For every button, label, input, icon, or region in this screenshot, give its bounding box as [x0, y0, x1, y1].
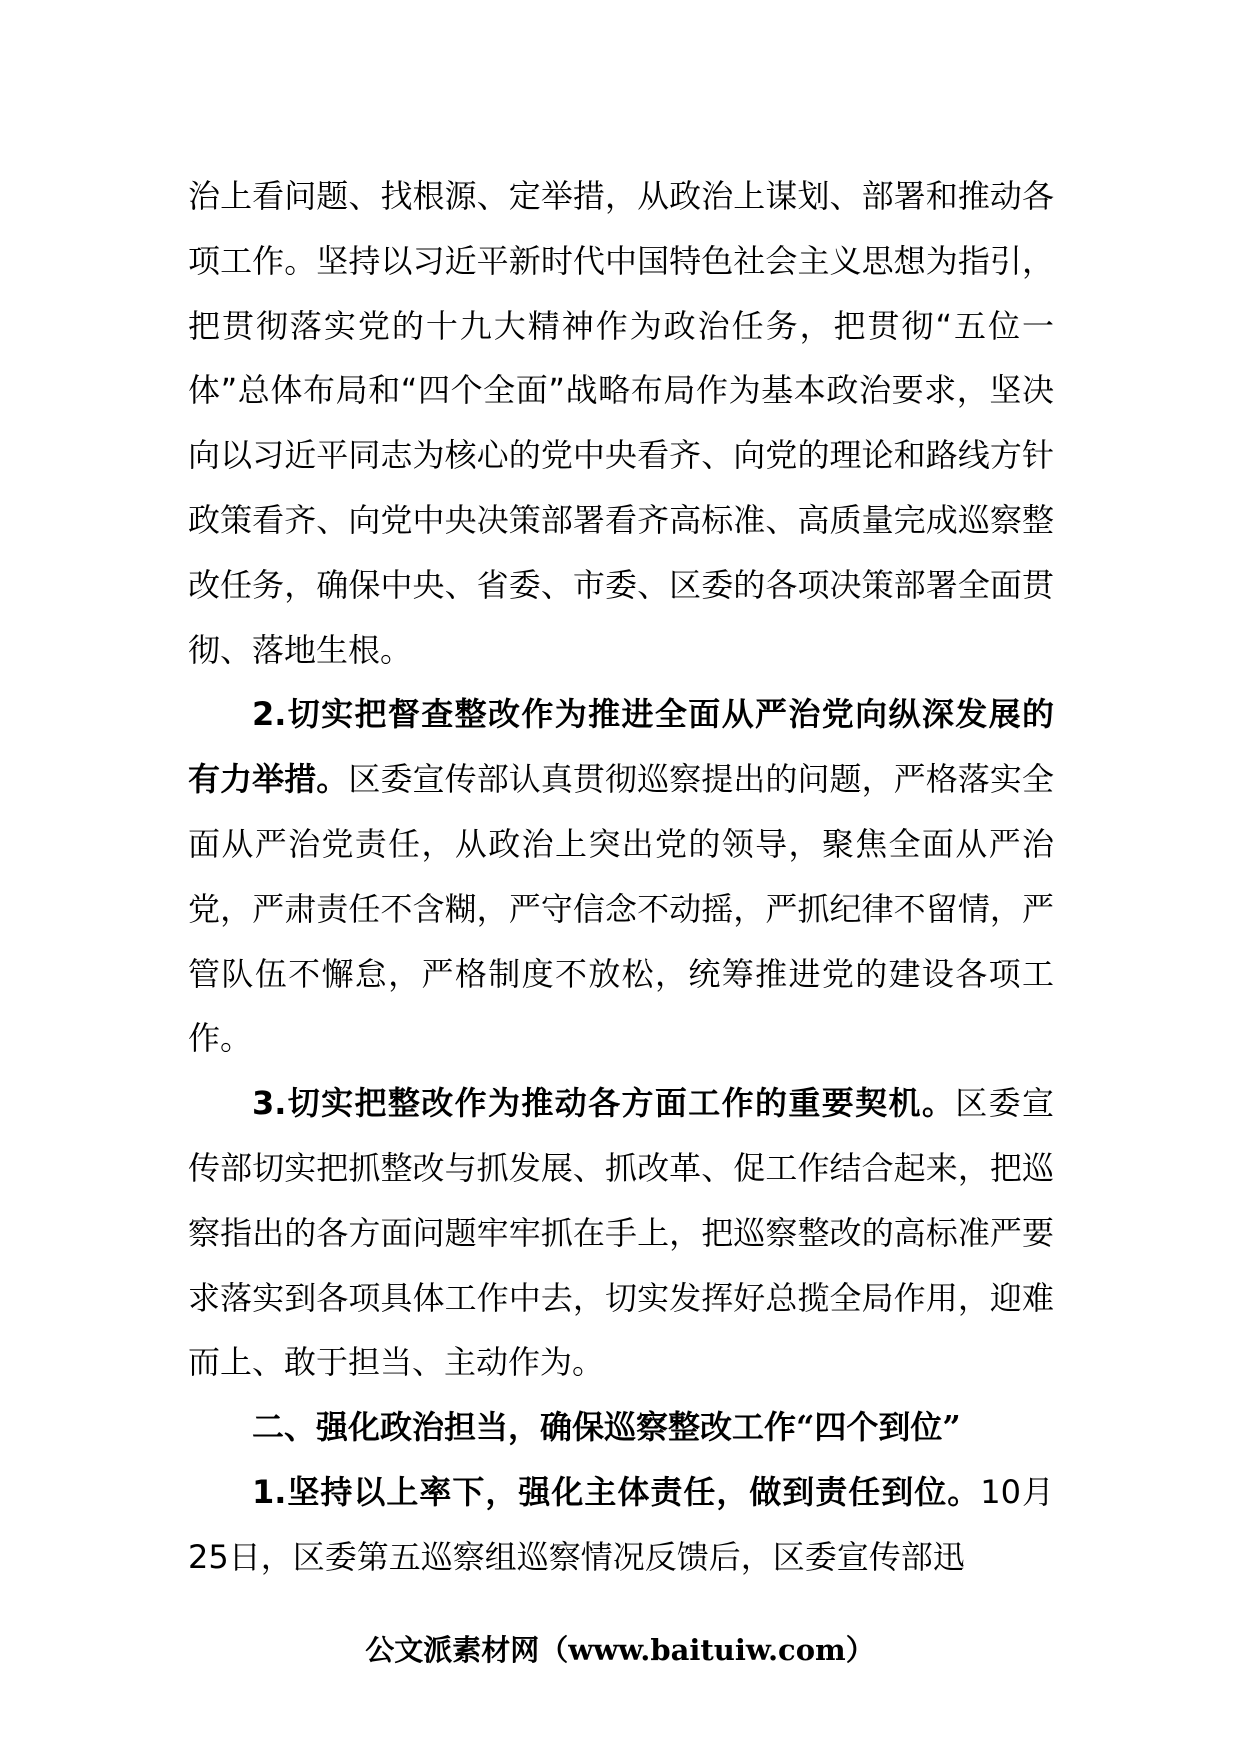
paragraph-item-1	[188, 1460, 1054, 1590]
paragraph-item-2	[188, 682, 1054, 1071]
paragraph-text: 10月25日，区委第五巡察组巡察情况反馈后，区委宣传部迅	[188, 1472, 1054, 1576]
document-body	[188, 164, 1054, 1590]
paragraph-text: 治上看问题、找根源、定举措，从政治上谋划、部署和推动各项工作。坚持以习近平新时代中国特色社会主义思想为指引，把贯彻落实党的十九大精神作为政治任务，把贯彻“五位一体”总体布局和“四个全面”战略布局作为基本政治要求，坚决向以习近平同志为核心的党中央看齐、向党的理论和路线方针政策看齐、向党中央决策部署看齐高标准、高质量完成巡察整改任务，确保中央、省委、市委、区委的各项决策部署全面贯彻、落地生根。	[188, 177, 1054, 669]
paragraph-item-3	[188, 1071, 1054, 1395]
footer-watermark: 公文派素材网（www.baituiw.com）	[365, 1633, 875, 1667]
section-heading: 二、强化政治担当，确保巡察整改工作“四个到位”	[252, 1408, 961, 1447]
paragraph-text: 区委宣传部认真贯彻巡察提出的问题，严格落实全面从严治党责任，从政治上突出党的领导，聚焦全面从严治党，严肃责任不含糊，严守信念不动摇，严抓纪律不留情，严管队伍不懈怠，严格制度不放松，统筹推进党的建设各项工作。	[188, 760, 1054, 1058]
paragraph-continued	[188, 164, 1054, 682]
paragraph-text: 区委宣传部切实把抓整改与抓发展、抓改革、促工作结合起来，把巡察指出的各方面问题牢牢抓在手上，把巡察整改的高标准严要求落实到各项具体工作中去，切实发挥好总揽全局作用，迎难而上、敢于担当、主动作为。	[188, 1084, 1054, 1382]
paragraph-lead: 2.切实把督查整改作为推进全面从严治党向纵深发展的有力举措。	[188, 695, 1054, 799]
paragraph-lead: 1.坚持以上率下，强化主体责任，做到责任到位。	[252, 1472, 981, 1511]
paragraph-lead: 3.切实把整改作为推动各方面工作的重要契机。	[252, 1084, 956, 1123]
